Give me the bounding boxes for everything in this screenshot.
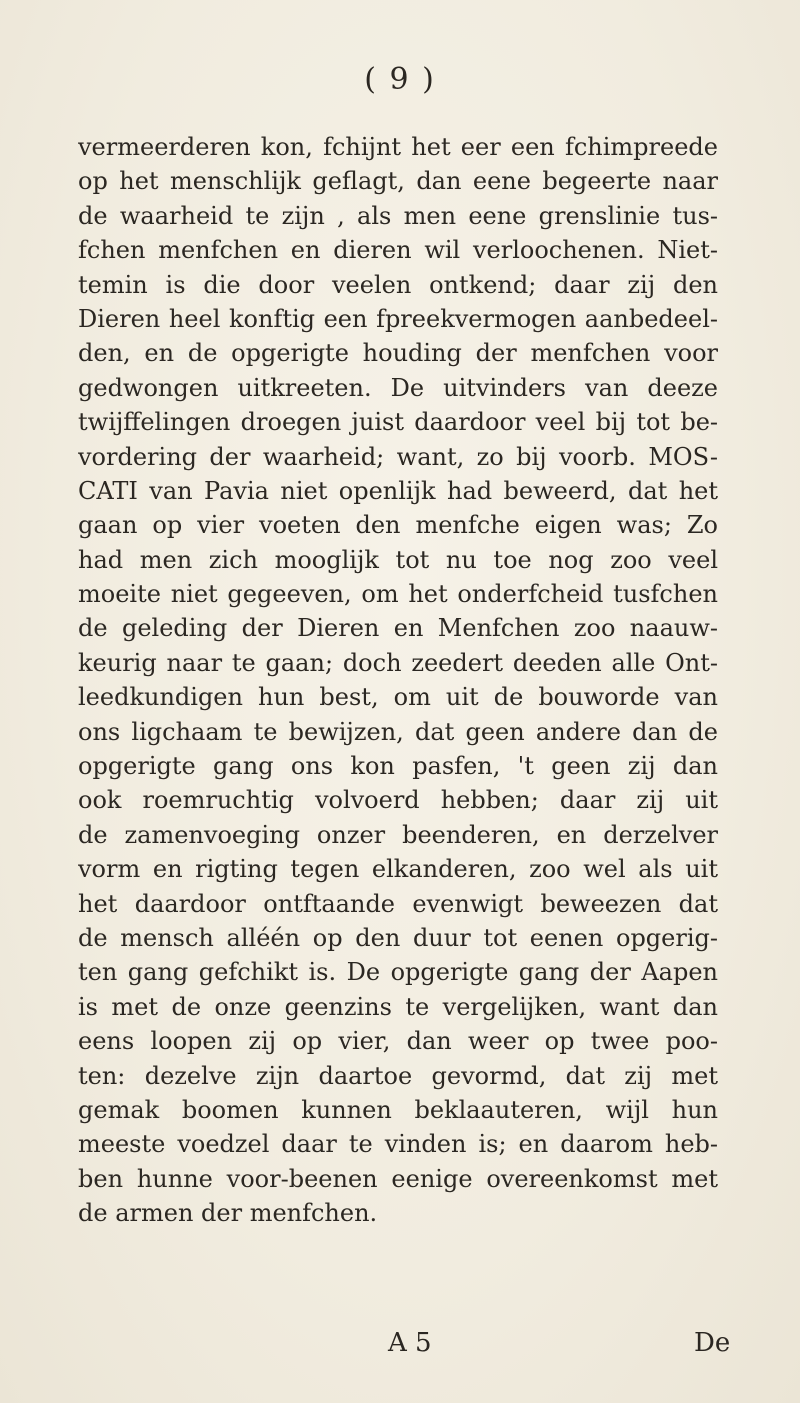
text-line: moeite niet gegeeven, om het onderfcheid tusfchen — [78, 580, 718, 609]
catchword: De — [694, 1328, 731, 1358]
text-line: meeste voedzel daar te vinden is; en daarom heb- — [78, 1130, 718, 1159]
text-line: ten gang gefchikt is. De opgerigte gang der Aapen — [78, 958, 718, 987]
text-line: ben hunne voor-beenen eenige overeenkomst met — [78, 1164, 718, 1193]
text-line: had men zich mooglijk tot nu toe nog zoo veel — [78, 545, 718, 574]
text-line: op het menschlijk geflagt, dan eene begeerte naar — [78, 167, 718, 196]
text-line: fchen menfchen en dieren wil verloochenen. Niet- — [78, 236, 718, 265]
text-line: keurig naar te gaan; doch zeedert deeden alle Ont- — [78, 648, 718, 677]
text-line: ons ligchaam te bewijzen, dat geen andere dan de — [78, 717, 718, 746]
text-line: vordering der waarheid; want, zo bij voorb. MOS- — [78, 442, 718, 471]
text-line: de waarheid te zijn , als men eene grenslinie tus- — [78, 201, 718, 230]
text-line: twijffelingen droegen juist daardoor veel bij tot be- — [78, 408, 718, 437]
text-line: de mensch alléén op den duur tot eenen opgerig- — [78, 923, 718, 952]
text-line: ook roemruchtig volvoerd hebben; daar zij uit — [78, 786, 718, 815]
text-line: temin is die door veelen ontkend; daar zij den — [78, 270, 718, 299]
text-line: eens loopen zij op vier, dan weer op twee poo- — [78, 1027, 718, 1056]
text-line: den, en de opgerigte houding der menfchen voor — [78, 339, 718, 368]
page-footer — [0, 1328, 800, 1368]
text-line: gedwongen uitkreeten. De uitvinders van deeze — [78, 373, 718, 402]
signature-mark: A 5 — [388, 1328, 432, 1358]
text-line: gemak boomen kunnen beklaauteren, wijl hun — [78, 1095, 718, 1124]
text-line: leedkundigen hun best, om uit de bouworde van — [78, 683, 718, 712]
text-line: vorm en rigting tegen elkanderen, zoo wel als uit — [78, 855, 718, 884]
page-number-header: ( 9 ) — [364, 62, 436, 97]
text-line: de geleding der Dieren en Menfchen zoo naauw- — [78, 614, 718, 643]
text-line: is met de onze geenzins te vergelijken, want dan — [78, 992, 718, 1021]
text-line: opgerigte gang ons kon pasfen, 't geen zij dan — [78, 752, 718, 781]
text-line: gaan op vier voeten den menfche eigen was; Zo — [78, 511, 718, 540]
text-line: vermeerderen kon, fchijnt het eer een fchimpreede — [78, 133, 718, 161]
body-text — [78, 130, 718, 1231]
text-line: ten: dezelve zijn daartoe gevormd, dat zij met — [78, 1061, 718, 1090]
text-line: het daardoor ontftaande evenwigt beweezen dat — [78, 889, 718, 918]
text-line: Dieren heel konftig een fpreekvermogen aanbedeel- — [78, 304, 718, 333]
text-line: de armen der menfchen. — [78, 1199, 378, 1228]
text-line: de zamenvoeging onzer beenderen, en derzelver — [78, 820, 718, 849]
text-line: CATI van Pavia niet openlijk had beweerd, dat het — [78, 476, 718, 505]
